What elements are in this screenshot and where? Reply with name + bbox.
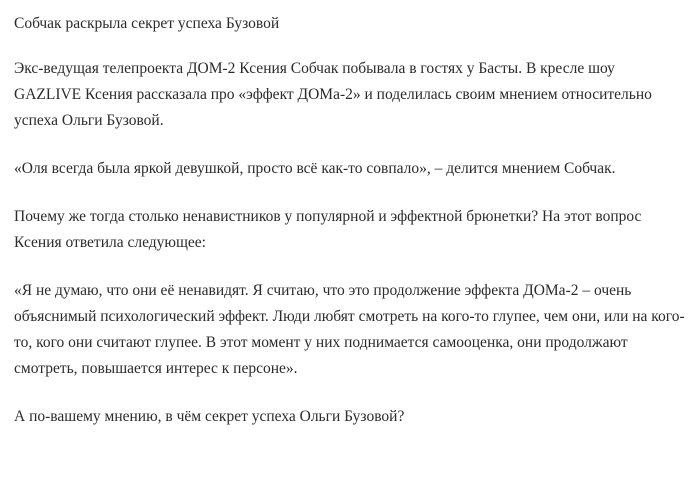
article-paragraph: «Я не думаю, что они её ненавидят. Я считаю, что это продолжение эффекта ДОМа-2 – очень объяснимый психологический эффект. Люди любят смотреть на кого-то глупее, чем они, или на кого-то, кого они считают глупее. В этот момент у них поднимается самооценка, они продолжают смотреть, повышается интерес к персоне». — [14, 282, 685, 377]
article-paragraph: Почему же тогда столько ненавистников у популярной и эффектной брюнетки? На этот вопрос Ксения ответила следующее: — [14, 208, 642, 251]
article-title: Собчак раскрыла секрет успеха Бузовой — [14, 15, 280, 32]
article-paragraph: А по-вашему мнению, в чём секрет успеха Ольги Бузовой? — [14, 408, 405, 425]
article-paragraph: «Оля всегда была яркой девушкой, просто всё как-то совпало», – делится мнением Собчак. — [14, 160, 616, 177]
article-paragraph: Экс-ведущая телепроекта ДОМ-2 Ксения Собчак побывала в гостях у Басты. В кресле шоу GAZLIVE Ксения рассказала про «эффект ДОМа-2» и поделилась своим мнением относительно успеха Ольги Бузовой. — [14, 60, 652, 129]
